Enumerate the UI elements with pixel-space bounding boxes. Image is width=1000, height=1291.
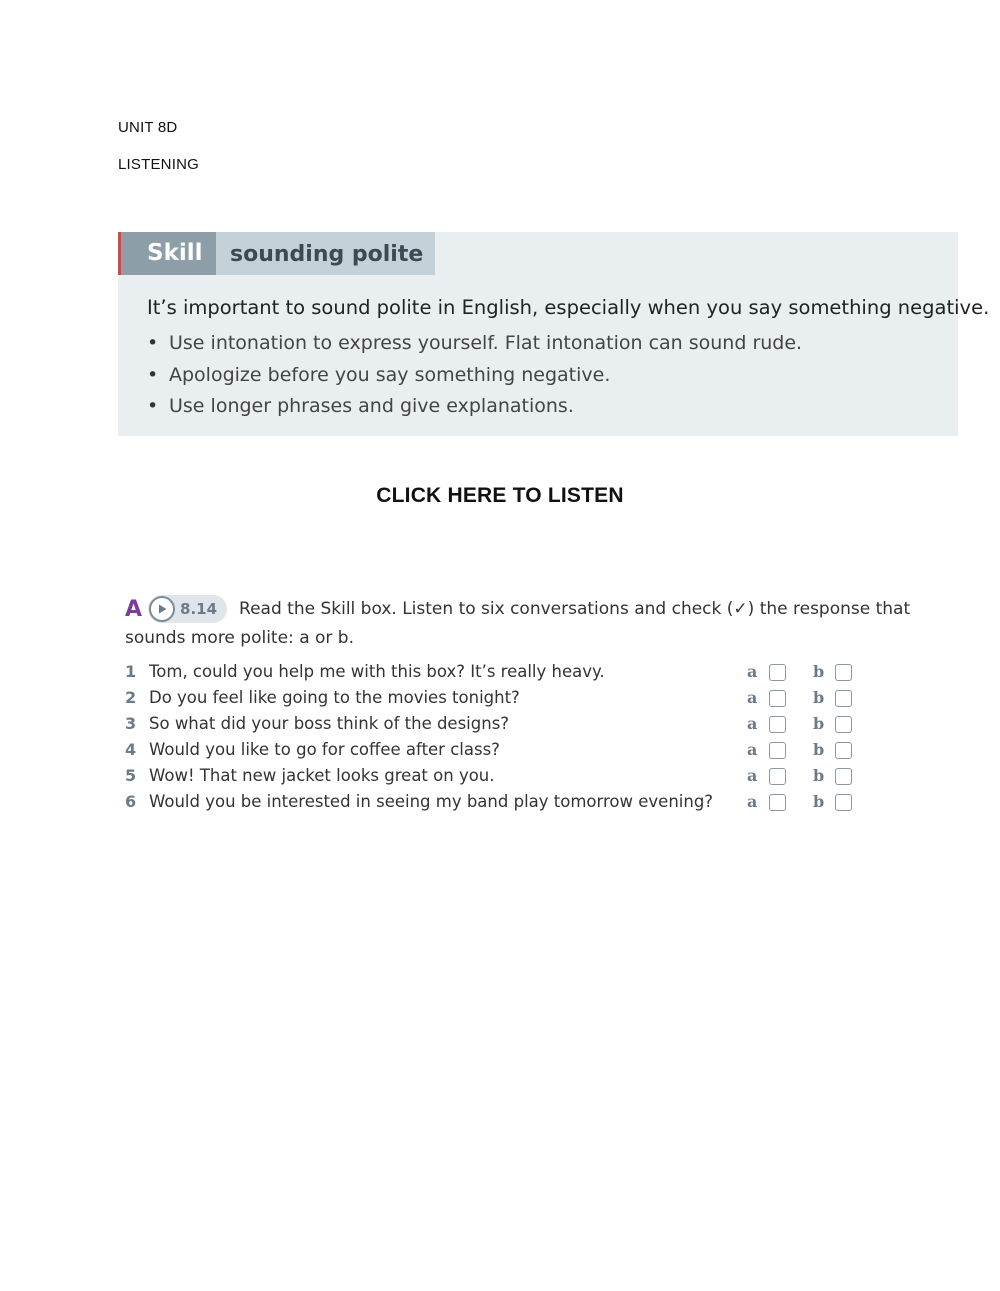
skill-bullet-list: [147, 328, 802, 423]
unit-label: UNIT 8D: [118, 119, 178, 136]
checkbox-a[interactable]: [769, 664, 786, 681]
item-number: 5: [125, 766, 137, 785]
skill-intro: It’s important to sound polite in English, especially when you say something negative.: [147, 296, 990, 319]
option-a: [747, 763, 786, 789]
skill-bullet-text: Apologize before you say something negative.: [169, 363, 611, 386]
skill-bullet-text: Use longer phrases and give explanations.: [169, 395, 574, 417]
option-b: [813, 711, 852, 737]
skill-tab-title: sounding polite: [216, 232, 435, 275]
option-a: [747, 659, 786, 685]
option-b: [813, 763, 852, 789]
option-b: [813, 737, 852, 763]
item-text: Would you be interested in seeing my band play tomorrow evening?: [149, 792, 714, 811]
play-icon[interactable]: [149, 596, 175, 622]
instruction-text: Read the Skill box. Listen to six conversations and check (✓) the response that: [239, 599, 911, 619]
option-a-label: a: [747, 662, 758, 681]
section-label: LISTENING: [118, 156, 199, 173]
list-item: [125, 789, 925, 815]
option-b-label: b: [813, 662, 825, 681]
item-text: Wow! That new jacket looks great on you.: [149, 766, 495, 785]
item-text: Would you like to go for coffee after class?: [149, 740, 500, 759]
exercise-a: [125, 594, 925, 815]
checkbox-b[interactable]: [835, 664, 852, 681]
click-to-listen-link[interactable]: CLICK HERE TO LISTEN: [376, 484, 624, 507]
skill-bullet: [147, 328, 802, 360]
item-number: 6: [125, 792, 137, 811]
skill-box: [118, 232, 990, 436]
skill-bullet: [147, 391, 802, 423]
option-a-label: a: [747, 714, 758, 733]
list-item: [125, 659, 925, 685]
list-item: [125, 685, 925, 711]
item-number: 4: [125, 740, 137, 759]
item-number: 1: [125, 662, 137, 681]
option-b-label: b: [813, 766, 825, 785]
audio-track-button[interactable]: [148, 595, 227, 623]
track-number: 8.14: [180, 600, 218, 618]
bullet-dot: •: [147, 395, 159, 417]
option-a: [747, 737, 786, 763]
option-a-label: a: [747, 740, 758, 759]
checkbox-b[interactable]: [835, 716, 852, 733]
bullet-dot: •: [147, 363, 159, 386]
checkbox-a[interactable]: [769, 768, 786, 785]
skill-bullet-text: Use intonation to express yourself. Flat intonation can sound rude.: [169, 332, 803, 354]
checkbox-a[interactable]: [769, 690, 786, 707]
list-item: [125, 711, 925, 737]
exercise-letter: A: [125, 596, 143, 622]
checkbox-b[interactable]: [835, 690, 852, 707]
option-a-label: a: [747, 792, 758, 811]
checkbox-b[interactable]: [835, 742, 852, 759]
skill-bullet: [147, 360, 802, 392]
option-a: [747, 789, 786, 815]
checkbox-a[interactable]: [769, 794, 786, 811]
option-b: [813, 685, 852, 711]
option-a: [747, 685, 786, 711]
item-list: [125, 659, 925, 815]
item-number: 2: [125, 688, 137, 707]
skill-tab-label: Skill: [121, 232, 216, 275]
checkbox-b[interactable]: [835, 794, 852, 811]
option-a: [747, 711, 786, 737]
bullet-dot: •: [147, 332, 159, 354]
option-b-label: b: [813, 714, 825, 733]
item-text: So what did your boss think of the designs?: [149, 714, 510, 733]
option-b-label: b: [813, 688, 825, 707]
item-text: Tom, could you help me with this box? It’s really heavy.: [149, 662, 605, 681]
instruction-line: [125, 594, 925, 624]
checkbox-b[interactable]: [835, 768, 852, 785]
checkbox-a[interactable]: [769, 742, 786, 759]
option-b-label: b: [813, 792, 825, 811]
option-a-label: a: [747, 766, 758, 785]
skill-tab: [118, 232, 435, 275]
item-number: 3: [125, 714, 137, 733]
instruction-text-continued: sounds more polite: a or b.: [125, 628, 355, 648]
option-b: [813, 789, 852, 815]
list-item: [125, 737, 925, 763]
item-text: Do you feel like going to the movies tonight?: [149, 688, 520, 707]
list-item: [125, 763, 925, 789]
checkbox-a[interactable]: [769, 716, 786, 733]
option-b: [813, 659, 852, 685]
option-b-label: b: [813, 740, 825, 759]
option-a-label: a: [747, 688, 758, 707]
